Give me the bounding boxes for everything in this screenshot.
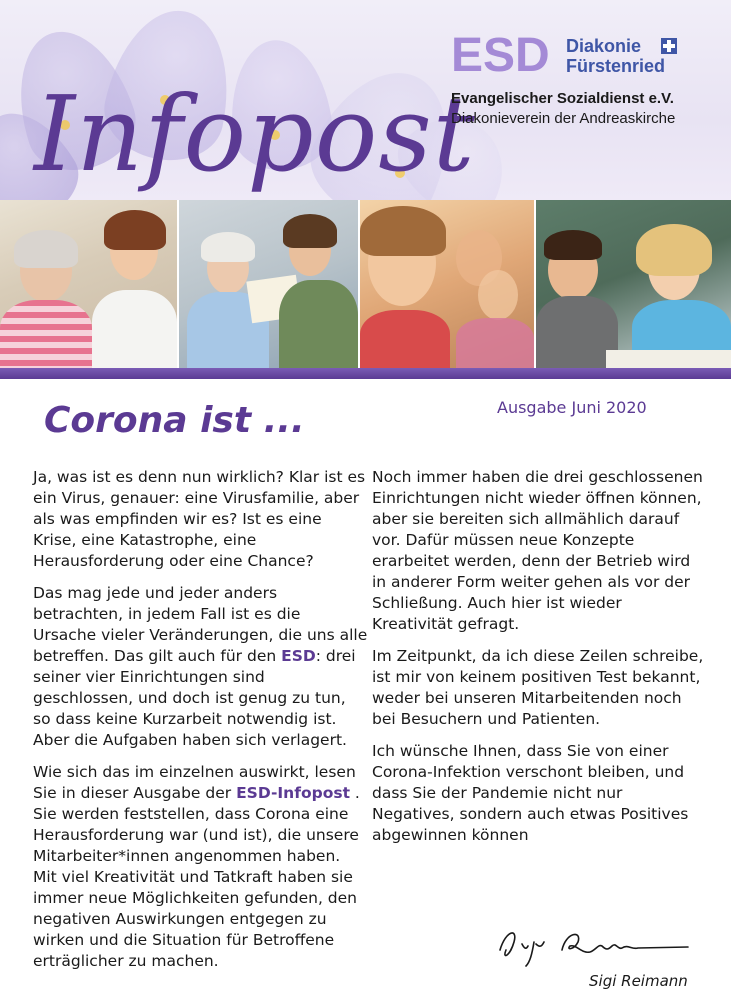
photo-schoolchildren [536, 200, 731, 368]
photo-elderly-woman-reading [179, 200, 358, 368]
photo-white-coat [92, 290, 177, 368]
photo-green-top [279, 280, 358, 368]
photo-red-shirt [360, 310, 450, 368]
photo-elderly-woman-and-nurse [0, 200, 177, 368]
paragraph-text: . Sie werden feststellen, dass Corona eine Herausforderung war (und ist), die unsere Mitarbeiter*innen angenommen haben. Mit viel Kreativität und Tatkraft haben sie immer neue Möglichkeiten gefunden, den negativen Auswirkungen entgegen zu wirken und die Situation für Betroffene erträglicher zu machen. [33, 784, 360, 970]
diakonie-cross-icon [661, 38, 677, 54]
esd-highlight-text: ESD [281, 647, 316, 665]
article-paragraph: Ich wünsche Ihnen, dass Sie von einer Corona-Infektion verschont bleiben, und dass Sie der Pandemie nicht nur Negatives, sondern auch etwas Positives abgewinnen können [372, 742, 689, 844]
logo-location-text: Fürstenried [566, 56, 666, 76]
header-divider-bar [0, 368, 731, 379]
newsletter-title: Infopost [34, 73, 476, 195]
photo-hair [360, 206, 446, 256]
signer-name: Sigi Reimann [589, 972, 688, 990]
article-paragraph: Ja, was ist es denn nun wirklich? Klar ist es ein Virus, genauer: eine Virusfamilie, aber als was empfinden wir es? Ist es eine Krise, eine Katastrophe, eine Herausforderung oder eine Chance? [33, 468, 366, 570]
paragraph-text: Wie sich das im einzelnen auswirkt, lesen Sie in dieser Ausgabe der [33, 763, 356, 802]
photo-hair [201, 232, 255, 262]
logo-abbreviation: ESD [451, 29, 550, 82]
article-paragraph [33, 762, 368, 972]
article-column-left [33, 467, 368, 983]
article-paragraph [33, 583, 368, 751]
photo-hair [636, 224, 712, 276]
photo-girl-and-family [360, 200, 534, 368]
article-paragraph: Im Zeitpunkt, da ich diese Zeilen schreibe, ist mir von keinem positiven Test bekannt, weder bei unseren Mitarbeitenden noch bei Besuchern und Patienten. [372, 647, 704, 728]
photo-strip [0, 200, 731, 368]
photo-hair [104, 210, 166, 250]
photo-face [478, 270, 518, 320]
esd-infopost-highlight-text: ESD-Infopost [236, 784, 350, 802]
photo-pink-shirt [456, 318, 534, 368]
article-paragraph: Noch immer haben die drei geschlossenen Einrichtungen nicht wieder öffnen können, aber sie bereiten sich allmählich darauf vor. Dafür müssen neue Konzepte erarbeitet werden, denn der Betrieb wird in anderer Form weiter gehen als vor der Schließung. Auch hier ist wieder Kreativität gefragt. [372, 468, 703, 633]
organization-name: Evangelischer Sozialdienst e.V. [451, 90, 674, 107]
photo-striped-shirt [0, 300, 92, 368]
photo-notebook [606, 350, 731, 368]
article-headline: Corona ist ... [44, 400, 305, 441]
photo-hair [14, 230, 78, 268]
article-column-right [372, 467, 707, 857]
header-banner [0, 0, 731, 200]
issue-date: Ausgabe Juni 2020 [497, 398, 647, 417]
photo-hair [544, 230, 602, 260]
paragraph-text: : drei seiner vier Einrichtungen sind geschlossen, und doch ist genug zu tun, so dass keine Kurzarbeit notwendig ist. Aber die Aufgaben haben sich verlagert. [33, 647, 356, 749]
organization-subtitle: Diakonieverein der Andreaskirche [451, 110, 676, 127]
handwritten-signature [492, 920, 692, 968]
logo-diakonie-text: Diakonie [566, 36, 642, 56]
paragraph-text: Das mag jede und jeder anders betrachten, in jedem Fall ist es die Ursache vieler Veränderungen, die uns alle betreffen. Das gilt auch für den [33, 584, 368, 665]
photo-hair [283, 214, 337, 248]
